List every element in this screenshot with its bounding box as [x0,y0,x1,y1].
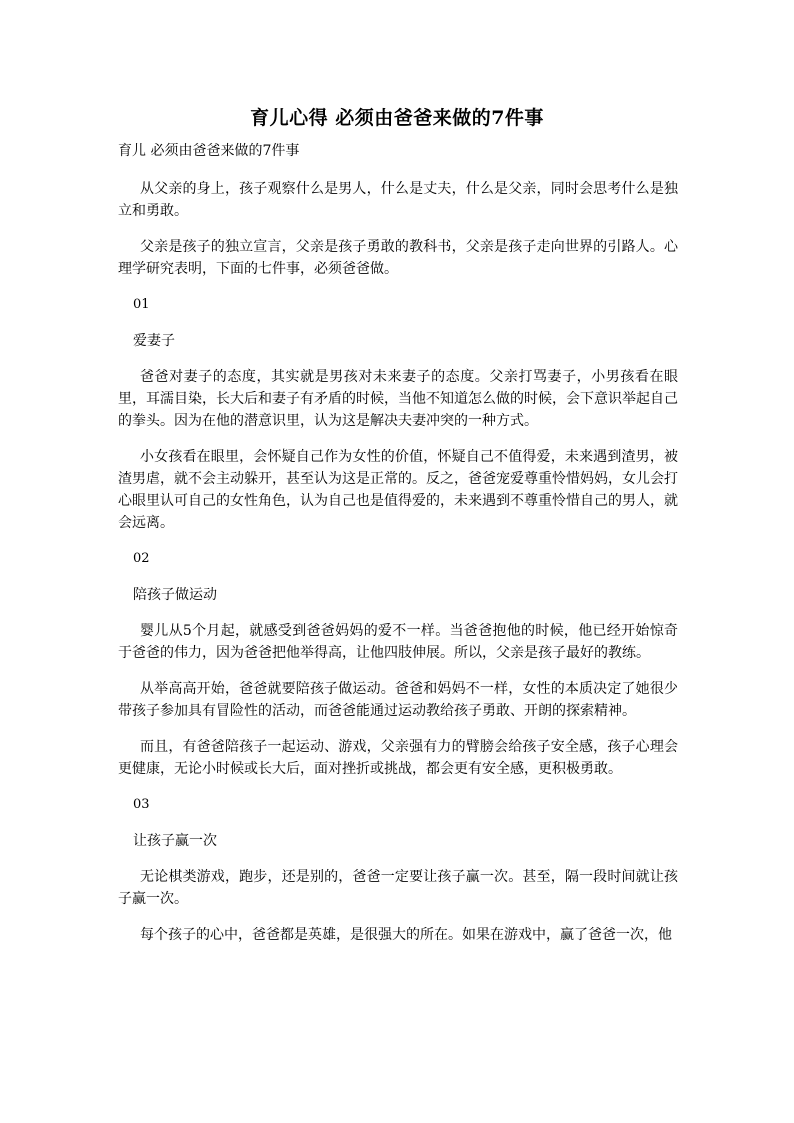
section-3-paragraph-2: 每个孩子的心中，爸爸都是英雄，是很强大的所在。如果在游戏中，赢了爸爸一次，他 [140,927,672,943]
section-1-paragraph-1: 爸爸对妻子的态度，其实就是男孩对未来妻子的态度。父亲打骂妻子，小男孩看在眼里，耳濡目染，长大后和妻子有矛盾的时候，当他不知道怎么做的时候，会下意识举起自己的拳头。因为在他的潜意识里，认为这是解决夫妻冲突的一种方式。 [118,369,678,429]
section-number-01: 01 [133,297,150,312]
section-heading-love-wife: 爱妻子 [133,333,175,349]
section-2-paragraph-1: 婴儿从5个月起，就感受到爸爸妈妈的爱不一样。当爸爸抱他的时候，他已经开始惊奇于爸爸的伟力，因为爸爸把他举得高，让他四肢伸展。所以，父亲是孩子最好的教练。 [118,623,678,661]
document-subtitle: 育儿 必须由爸爸来做的7件事 [118,143,300,159]
section-heading-exercise: 陪孩子做运动 [133,587,217,603]
section-number-02: 02 [133,551,150,566]
intro-paragraph-2: 父亲是孩子的独立宣言，父亲是孩子勇敢的教科书，父亲是孩子走向世界的引路人。心理学研究表明，下面的七件事，必须爸爸做。 [118,239,678,277]
section-number-03: 03 [133,797,150,812]
document-title: 育儿心得 必须由爸爸来做的7件事 [250,107,544,129]
document-body [118,178,678,960]
section-heading-let-child-win: 让孩子赢一次 [133,833,217,849]
section-1-paragraph-2: 小女孩看在眼里，会怀疑自己作为女性的价值，怀疑自己不值得爱，未来遇到渣男，被渣男虐，就不会主动躲开，甚至认为这是正常的。反之，爸爸宠爱尊重怜惜妈妈，女儿会打心眼里认可自己的女性角色，认为自己也是值得爱的，未来遇到不尊重怜惜自己的男人，就会远离。 [118,449,678,531]
section-2-paragraph-2: 从举高高开始，爸爸就要陪孩子做运动。爸爸和妈妈不一样，女性的本质决定了她很少带孩子参加具有冒险性的活动，而爸爸能通过运动教给孩子勇敢、开朗的探索精神。 [118,681,678,719]
section-3-paragraph-1: 无论棋类游戏，跑步，还是别的，爸爸一定要让孩子赢一次。甚至，隔一段时间就让孩子赢一次。 [118,869,678,907]
intro-paragraph-1: 从父亲的身上，孩子观察什么是男人，什么是丈夫，什么是父亲，同时会思考什么是独立和勇敢。 [118,181,678,219]
section-2-paragraph-3: 而且，有爸爸陪孩子一起运动、游戏，父亲强有力的臂膀会给孩子安全感，孩子心理会更健康，无论小时候或长大后，面对挫折或挑战，都会更有安全感，更积极勇敢。 [118,739,678,777]
